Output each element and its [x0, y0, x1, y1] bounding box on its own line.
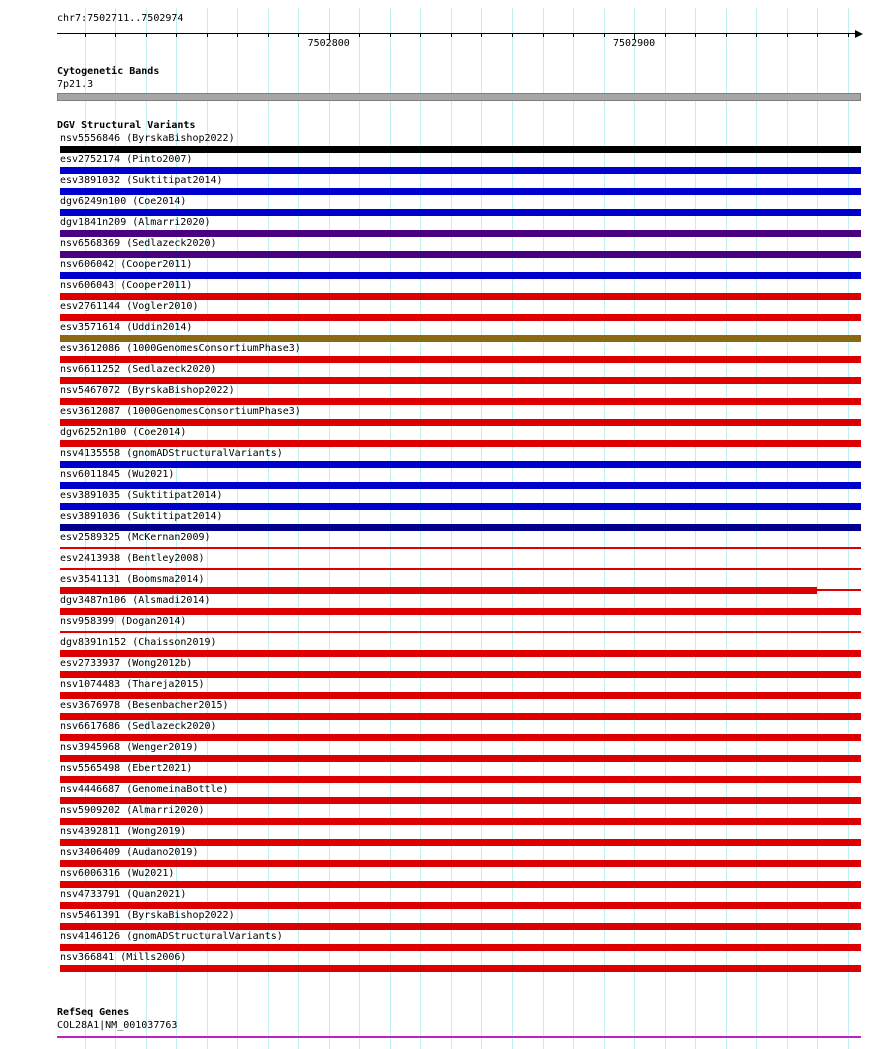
gene-glyph[interactable] [57, 1036, 861, 1038]
variant-bar[interactable] [60, 902, 861, 909]
ruler-minor-tick [726, 33, 727, 37]
gene-label[interactable]: COL28A1|NM_001037763 [57, 1020, 178, 1031]
variant-bar[interactable] [60, 944, 861, 951]
variant-label[interactable]: nsv958399 (Dogan2014) [60, 616, 187, 627]
variant-label[interactable]: nsv5565498 (Ebert2021) [60, 763, 193, 774]
variant-bar[interactable] [60, 293, 861, 300]
variant-bar[interactable] [60, 692, 861, 699]
variant-label[interactable]: nsv6011845 (Wu2021) [60, 469, 175, 480]
variant-bar[interactable] [60, 272, 861, 279]
variant-bar[interactable] [60, 146, 861, 153]
cytoband-bar[interactable] [57, 93, 861, 101]
variant-label[interactable]: nsv4135558 (gnomADStructuralVariants) [60, 448, 283, 459]
ruler-minor-tick [207, 33, 208, 37]
ruler-minor-tick [420, 33, 421, 37]
variant-label[interactable]: esv2752174 (Pinto2007) [60, 154, 193, 165]
variant-bar[interactable] [60, 587, 817, 594]
variant-bar[interactable] [60, 524, 861, 531]
variant-bar[interactable] [60, 335, 861, 342]
ruler-minor-tick [146, 33, 147, 37]
variant-label[interactable]: dgv6252n100 (Coe2014) [60, 427, 187, 438]
variant-label[interactable]: nsv3945968 (Wenger2019) [60, 742, 199, 753]
variant-label[interactable]: nsv4392811 (Wong2019) [60, 826, 187, 837]
variant-label[interactable]: nsv3406409 (Audano2019) [60, 847, 199, 858]
variant-label[interactable]: dgv8391n152 (Chaisson2019) [60, 637, 217, 648]
ruler-minor-tick [451, 33, 452, 37]
ruler-minor-tick [848, 33, 849, 37]
variant-label[interactable]: esv3541131 (Boomsma2014) [60, 574, 205, 585]
ruler-minor-tick [115, 33, 116, 37]
dgv-track-title: DGV Structural Variants [57, 120, 196, 131]
variant-label[interactable]: nsv4733791 (Quan2021) [60, 889, 187, 900]
variant-bar[interactable] [60, 230, 861, 237]
variant-label[interactable]: nsv5467072 (ByrskaBishop2022) [60, 385, 235, 396]
variant-label[interactable]: dgv1841n209 (Almarri2020) [60, 217, 211, 228]
ruler-minor-tick [543, 33, 544, 37]
variant-bar[interactable] [60, 923, 861, 930]
ruler-minor-tick [85, 33, 86, 37]
variant-label[interactable]: esv3612086 (1000GenomesConsortiumPhase3) [60, 343, 301, 354]
variant-bar[interactable] [60, 440, 861, 447]
variant-bar[interactable] [60, 251, 861, 258]
variant-label[interactable]: esv3891035 (Suktitipat2014) [60, 490, 223, 501]
variant-bar[interactable] [60, 881, 861, 888]
ruler-minor-tick [573, 33, 574, 37]
variant-bar[interactable] [60, 209, 861, 216]
variant-bar[interactable] [60, 671, 861, 678]
cytoband-name: 7p21.3 [57, 79, 94, 90]
variant-label[interactable]: nsv1074483 (Thareja2015) [60, 679, 205, 690]
variant-bar[interactable] [60, 965, 861, 972]
variant-label[interactable]: nsv5556846 (ByrskaBishop2022) [60, 133, 235, 144]
variant-bar[interactable] [60, 650, 861, 657]
ruler-minor-tick [512, 33, 513, 37]
variant-label[interactable]: esv2733937 (Wong2012b) [60, 658, 193, 669]
variant-bar[interactable] [60, 547, 861, 549]
ruler-line [57, 33, 858, 34]
variant-bar[interactable] [60, 188, 861, 195]
ruler-minor-tick [176, 33, 177, 37]
ruler-minor-tick [604, 33, 605, 37]
variant-bar[interactable] [817, 589, 861, 591]
ruler-minor-tick [787, 33, 788, 37]
variant-bar[interactable] [60, 482, 861, 489]
ruler-minor-tick [481, 33, 482, 37]
ruler-minor-tick [268, 33, 269, 37]
variant-label[interactable]: esv3612087 (1000GenomesConsortiumPhase3) [60, 406, 301, 417]
ruler-minor-tick [390, 33, 391, 37]
variant-bar[interactable] [60, 839, 861, 846]
ruler-minor-tick [695, 33, 696, 37]
variant-bar[interactable] [60, 608, 861, 615]
ruler-minor-tick [756, 33, 757, 37]
variant-bar[interactable] [60, 356, 861, 363]
variant-bar[interactable] [60, 314, 861, 321]
refseq-title: RefSeq Genes [57, 1007, 130, 1018]
variant-label[interactable]: nsv4446687 (GenomeinaBottle) [60, 784, 229, 795]
ruler-minor-tick [665, 33, 666, 37]
variant-label[interactable]: nsv606043 (Cooper2011) [60, 280, 193, 291]
variant-bar[interactable] [60, 568, 861, 570]
variant-bar[interactable] [60, 503, 861, 510]
ruler-minor-tick [817, 33, 818, 37]
variant-label[interactable]: nsv4146126 (gnomADStructuralVariants) [60, 931, 283, 942]
variant-label[interactable]: esv3676978 (Besenbacher2015) [60, 700, 229, 711]
variant-bar[interactable] [60, 419, 861, 426]
ruler-tick-label: 7502900 [613, 38, 656, 49]
ruler-arrow-icon [855, 30, 863, 38]
variant-label[interactable]: nsv6568369 (Sedlazeck2020) [60, 238, 217, 249]
ruler-minor-tick [359, 33, 360, 37]
variant-bar[interactable] [60, 631, 861, 633]
variant-label[interactable]: dgv3487n106 (Alsmadi2014) [60, 595, 211, 606]
variant-bar[interactable] [60, 797, 861, 804]
variant-label[interactable]: esv3891036 (Suktitipat2014) [60, 511, 223, 522]
ruler-tick-label: 7502800 [307, 38, 350, 49]
variant-bar[interactable] [60, 461, 861, 468]
variant-label[interactable]: nsv5461391 (ByrskaBishop2022) [60, 910, 235, 921]
variant-label[interactable]: nsv6006316 (Wu2021) [60, 868, 175, 879]
variant-bar[interactable] [60, 755, 861, 762]
variant-label[interactable]: esv2589325 (McKernan2009) [60, 532, 211, 543]
variant-bar[interactable] [60, 167, 861, 174]
cytogenetic-bands-title: Cytogenetic Bands [57, 66, 160, 77]
region-label: chr7:7502711..7502974 [57, 13, 184, 24]
variant-label[interactable]: nsv366841 (Mills2006) [60, 952, 187, 963]
variant-bar[interactable] [60, 734, 861, 741]
variant-label[interactable]: nsv6611252 (Sedlazeck2020) [60, 364, 217, 375]
ruler-minor-tick [237, 33, 238, 37]
variant-label[interactable]: esv2413938 (Bentley2008) [60, 553, 205, 564]
variant-label[interactable]: nsv606042 (Cooper2011) [60, 259, 193, 270]
variant-label[interactable]: nsv5909202 (Almarri2020) [60, 805, 205, 816]
variant-bar[interactable] [60, 776, 861, 783]
variant-bar[interactable] [60, 713, 861, 720]
variant-bar[interactable] [60, 818, 861, 825]
ruler-minor-tick [298, 33, 299, 37]
variant-label[interactable]: esv2761144 (Vogler2010) [60, 301, 199, 312]
variant-label[interactable]: esv3891032 (Suktitipat2014) [60, 175, 223, 186]
variant-label[interactable]: dgv6249n100 (Coe2014) [60, 196, 187, 207]
variant-bar[interactable] [60, 377, 861, 384]
variant-label[interactable]: esv3571614 (Uddin2014) [60, 322, 193, 333]
variant-bar[interactable] [60, 398, 861, 405]
variant-label[interactable]: nsv6617686 (Sedlazeck2020) [60, 721, 217, 732]
variant-bar[interactable] [60, 860, 861, 867]
